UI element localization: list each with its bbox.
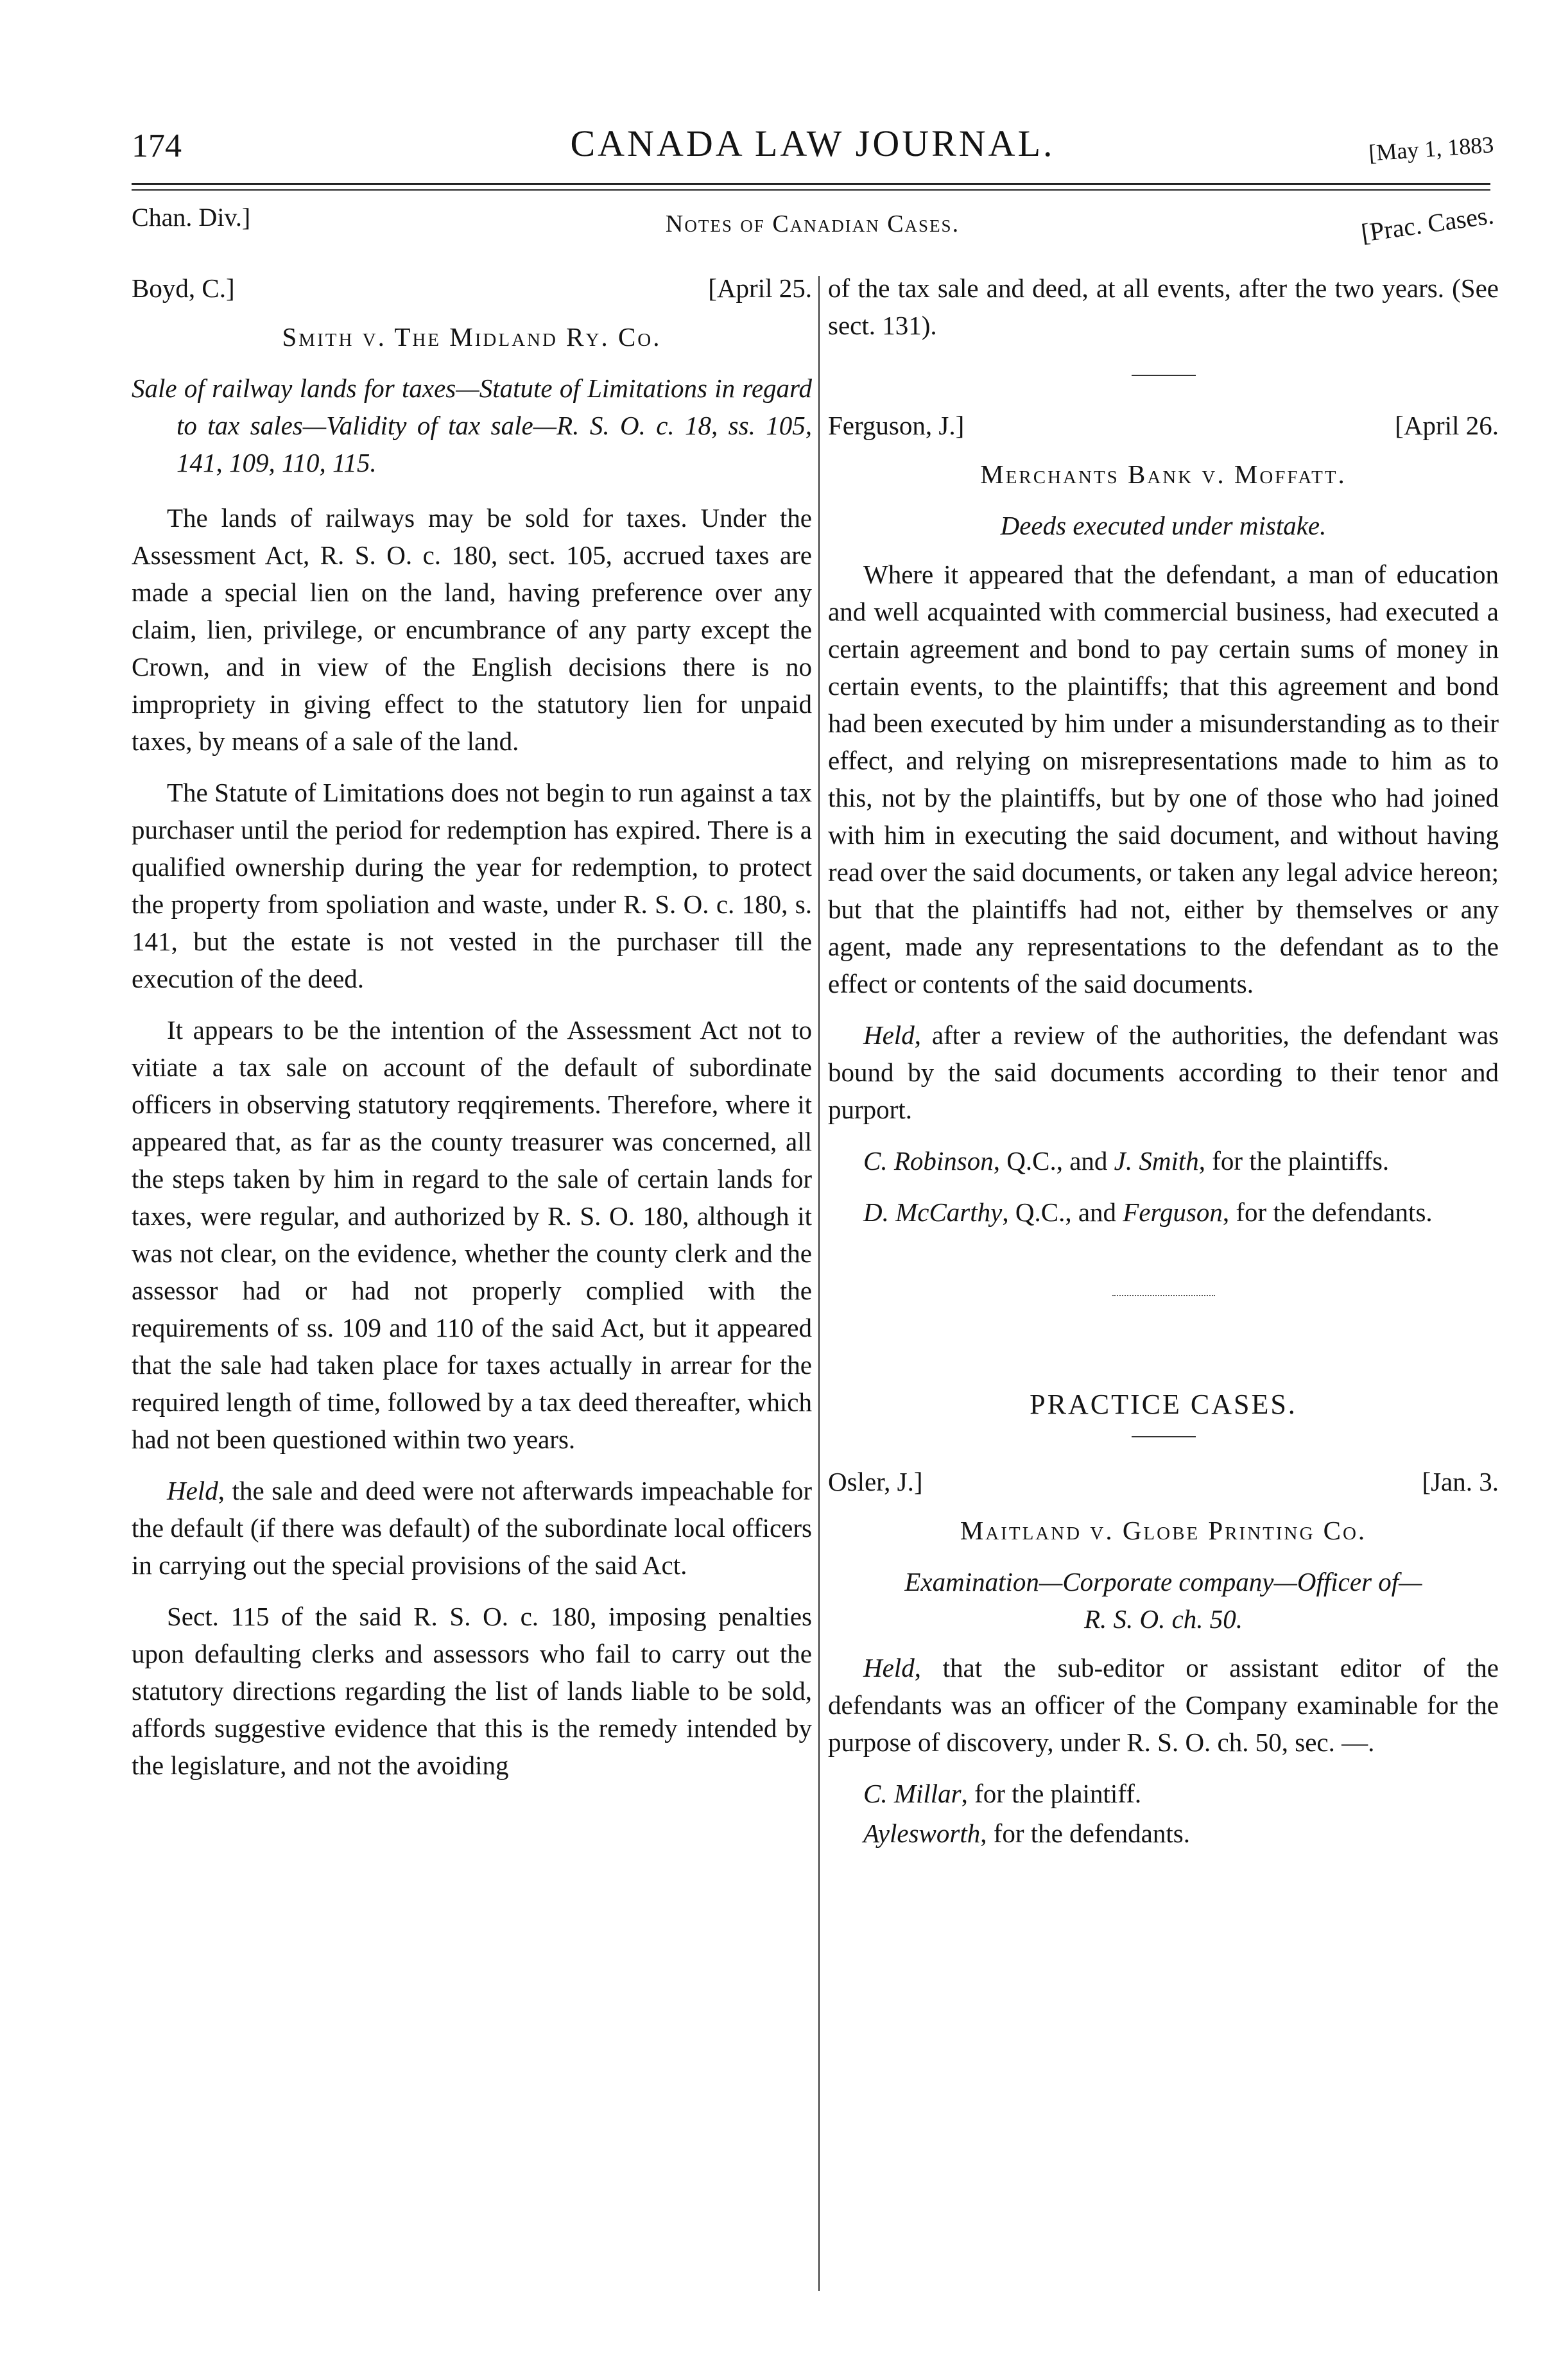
page-number: 174 (132, 128, 182, 164)
counsel-text: , for the plaintiffs. (1198, 1146, 1390, 1176)
catchwords-line: Examination—Corporate company—Officer of— (904, 1567, 1422, 1597)
judge-name: Ferguson, J.] (828, 411, 965, 440)
header-rule-thin (132, 189, 1490, 191)
decision-date: [April 25. (708, 273, 812, 303)
right-column (828, 270, 1499, 1866)
held-paragraph (828, 1649, 1499, 1761)
case-header (132, 270, 812, 308)
counsel-name: Ferguson (1123, 1197, 1223, 1227)
held-label: Held (167, 1476, 218, 1505)
catchwords-line: R. S. O. ch. 50. (1083, 1604, 1243, 1634)
section-head (132, 196, 1496, 248)
running-head (132, 122, 1494, 173)
counsel-name: C. Robinson (863, 1146, 994, 1176)
paragraph: Where it appeared that the defendant, a man of education and well acquainted with commercial business, had executed a certain agreement and bond to pay certain sums of money in certain events, to the plaintiffs; that this agreement and bond had been executed by him under a misunderstanding as to their effect, and relying on misrepresentations made to him as to this, not by the plaintiffs, but by one of those who had joined with him in executing the said document, and without having read over the said documents, or taken any legal advice hereon; but that the plaintiffs had not, either by themselves or any agent, made any representations to the defendant as to the effect or contents of the said documents. (828, 560, 1499, 998)
section-right: [Prac. Cases. (1359, 200, 1496, 248)
header-rule (132, 183, 1490, 185)
case-title: Smith v. The Midland Ry. Co. (282, 322, 662, 352)
issue-date: [May 1, 1883 (1368, 132, 1495, 166)
section-left: Chan. Div.] (132, 203, 251, 232)
case-separator (1132, 375, 1196, 376)
continued-paragraph: of the tax sale and deed, at all events, after the two years. (See sect. 131). (828, 273, 1499, 340)
paragraph: The lands of railways may be sold for taxes. Under the Assessment Act, R. S. O. c. 180, sect. 105, accrued taxes are made a special lien on the land, having preference over any claim, lien, privilege, or encumbrance of any party except the Crown, and in view of the English decisions there is no impropriety in giving effect to the statutory lien for unpaid taxes, by means of a sale of the land. (132, 503, 812, 756)
counsel-text: , Q.C., and (993, 1146, 1114, 1176)
held-label: Held (863, 1653, 915, 1682)
column-divider (818, 276, 820, 2291)
paragraph: The Statute of Limitations does not begin to run against a tax purchaser until the period for redemption has expired. There is a qualified ownership during the year for redemption, to protect the property from spoliation and waste, under R. S. O. c. 180, s. 141, but the estate is not vested in the purchaser till the execution of the deed. (132, 778, 812, 993)
case-header (828, 1463, 1499, 1502)
judge-name: Osler, J.] (828, 1467, 923, 1496)
counsel-line (828, 1194, 1499, 1231)
section-center: Notes of Canadian Cases. (665, 210, 960, 237)
held-label: Held (863, 1020, 915, 1050)
decision-date: [Jan. 3. (1422, 1467, 1499, 1496)
left-column (132, 270, 812, 1798)
counsel-name: C. Millar (863, 1779, 962, 1808)
counsel-name: J. Smith (1114, 1146, 1199, 1176)
case-title: Maitland v. Globe Printing Co. (960, 1516, 1367, 1545)
counsel-text: , Q.C., and (1002, 1197, 1123, 1227)
held-paragraph (828, 1016, 1499, 1128)
held-text: , that the sub-editor or assistant editor of the defendants was an officer of the Company examinable for the purpose of discovery, under R. S. O. ch. 50, sec. —. (828, 1653, 1499, 1757)
counsel-text: , for the plaintiff. (961, 1779, 1142, 1808)
decision-date: [April 26. (1395, 411, 1499, 440)
held-paragraph (132, 1472, 812, 1584)
journal-title: CANADA LAW JOURNAL. (570, 123, 1055, 164)
case-title: Merchants Bank v. Moffatt. (980, 459, 1347, 489)
catchwords: Deeds executed under mistake. (1000, 511, 1327, 540)
counsel-name: Aylesworth (863, 1819, 981, 1848)
catchwords: Sale of railway lands for taxes—Statute of Limitations in regard to tax sales—Validity of tax sale—R. S. O. c. 18, ss. 105, 141, 109, 110, 115. (132, 373, 812, 477)
counsel-text: , for the defendants. (1222, 1197, 1433, 1227)
title-rule (1132, 1436, 1196, 1437)
section-title: PRACTICE CASES. (1030, 1389, 1297, 1420)
paragraph: Sect. 115 of the said R. S. O. c. 180, imposing penalties upon defaulting clerks and assessors who fail to carry out the statutory directions regarding the list of lands liable to be sold, affords suggestive evidence that this is the remedy intended by the legislature, and not the avoiding (132, 1602, 812, 1780)
counsel-name: D. McCarthy (863, 1197, 1003, 1227)
case-header (828, 407, 1499, 445)
counsel-line (828, 1815, 1499, 1852)
counsel-line (828, 1775, 1499, 1812)
held-text: , after a review of the authorities, the defendant was bound by the said documents according to their tenor and purport. (828, 1020, 1499, 1124)
judge-name: Boyd, C.] (132, 273, 235, 303)
section-separator (1112, 1295, 1215, 1296)
counsel-text: , for the defendants. (980, 1819, 1190, 1848)
paragraph: It appears to be the intention of the Assessment Act not to vitiate a tax sale on account of the default of subordinate officers in observing statutory reqqirements. Therefore, where it appeared that, as far as the county treasurer was concerned, all the steps taken by him in regard to the sale of certain lands for taxes, were regular, and authorized by R. S. O. 180, although it was not clear, on the evidence, whether the county clerk and the assessor had or had not properly complied with the requirements of ss. 109 and 110 of the said Act, but it appeared that the sale had taken place for taxes actually in arrear for the required length of time, followed by a tax deed thereafter, which had not been questioned within two years. (132, 1015, 812, 1454)
counsel-line (828, 1142, 1499, 1179)
held-text: , the sale and deed were not afterwards impeachable for the default (if there was default) of the subordinate local officers in carrying out the special provisions of the said Act. (132, 1476, 812, 1580)
